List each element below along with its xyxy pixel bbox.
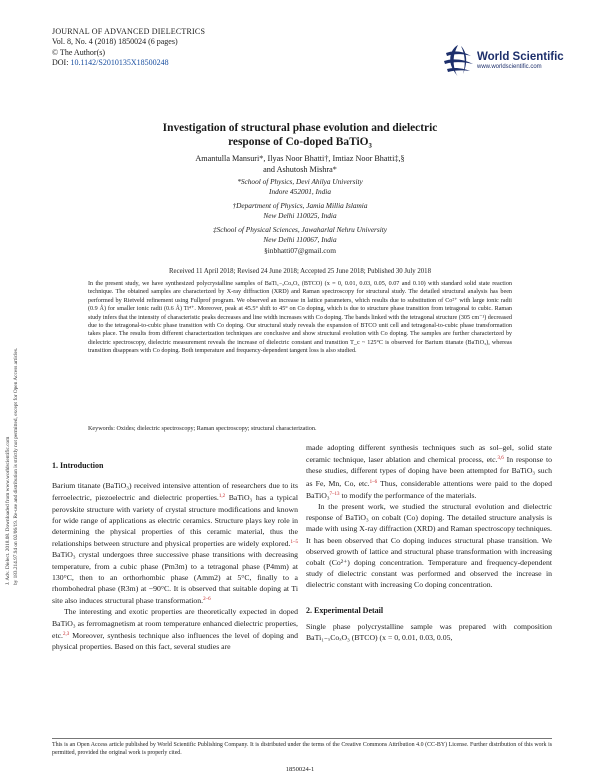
- publisher-tagline: www.worldscientific.com: [477, 64, 542, 70]
- keywords: Keywords: Oxides; dielectric spectroscopy; Raman spectroscopy; structural characterization.: [88, 426, 317, 432]
- globe-icon: [441, 43, 475, 79]
- affiliation-1-line-1: *School of Physics, Devi Ahilya University: [237, 177, 363, 186]
- citation-link[interactable]: 1,2: [218, 494, 226, 500]
- journal-volume: Vol. 8, No. 4 (2018) 1850024 (6 pages): [52, 37, 178, 47]
- affiliation-1-line-2: Indore 452001, India: [269, 187, 331, 196]
- citation-link[interactable]: 2–6: [203, 597, 211, 603]
- doi-label: DOI:: [52, 57, 69, 67]
- copyright: © The Author(s): [52, 47, 106, 57]
- doi-link[interactable]: 10.1142/S2010135X18500248: [70, 57, 169, 67]
- citation-link[interactable]: 7–13: [329, 491, 340, 497]
- authors-line-2: and Ashutosh Mishra*: [263, 165, 337, 174]
- body-left-column: [52, 460, 298, 652]
- citation-link[interactable]: 1–6: [369, 479, 378, 485]
- sidebar-line-2: by 183.214.97.94 on 02/06/19. Re-use and distribution is strictly not permitted, except for Open Access articles.: [13, 347, 19, 585]
- page-number: 1850024-1: [285, 766, 315, 773]
- sidebar-line-1: J. Adv. Dielect. 2018.08. Downloaded from www.worldscientific.com: [5, 436, 11, 585]
- publication-dates: Received 11 April 2018; Revised 24 June 2018; Accepted 25 June 2018; Published 30 July 2018: [169, 268, 431, 275]
- intro-paragraph-2: The interesting and exotic properties are theoretically expected in doped BaTiO₃ as ferromagnetism at room temperature enhanced dielectric properties, etc.$^{2,3}$ Moreover, synthesis technique also influences the level of doping and physical properties. Based on this fact, several studies are: [52, 607, 298, 652]
- publisher-logo: [441, 40, 564, 82]
- right-paragraph-1: made adopting different synthesis techniques such as sol–gel, solid state ceramic technique, laser ablation and chemical process, etc.$^{3,6}$ In response to these studies, different types of doping have been attempted for BaTiO₃ such as Fe, Mn, Co, etc.$^{1-6}$ Thus, considerable attentions were paid to the doped BaTiO₃$^{7-13}$ to modify the performance of the materials.: [306, 443, 552, 500]
- experimental-heading: 2. Experimental Detail: [306, 605, 384, 615]
- affiliation-3-line-1: ‡School of Physical Sciences, Jawaharlal Nehru University: [212, 225, 388, 234]
- intro-heading: 1. Introduction: [52, 461, 104, 470]
- intro-paragraph-1: Barium titanate (BaTiO₃) received intensive attention of researchers due to its ferroelectric, piezoelectric and dielectric properties.$^{1,2}$ BaTiO₃ has a typical perovskite structure with variety of crystal structure modifications and known for wide range of applications as electric ceramics. Structure plays key role in determining the physical properties of this ceramic material, thus the relationships between structure and physical properties are widely explored.$^{1-5}$ BaTiO₃ crystal undergoes three successive phase transitions with decreasing temperature, from a cubic phase (Pm3m) to a tetragonal phase (P4mm) at 130°C, then to an orthorhombic phase (Amm2) at 5°C, finally to a rhombohedral phase (R3m) at −90°C. It is observed that suitable doping at Ti site also induces structural phase transformation.$^{2-6}$: [52, 481, 298, 606]
- abstract: In the present study, we have synthesized polycrystalline samples of BaTi₁₋ₓCoₓO₃ (BTCO) (x = 0, 0.01, 0.03, 0.05, 0.07 and 0.10) with standard solid state reaction technique. The obtained samples are characterized by X-ray diffraction (XRD) and Raman spectroscopy for structural study. The detailed structural analysis has been performed by Rietveld refinement using Fullprof program. We observed an increase in lattice parameters, which results due to substitution of Co²⁺ with large ionic radii (0.9 Å) for smaller ionic radii (0.6 Å) Ti⁴⁺. Moreover, peak at 45.5° shift to 45° on Co doping, which is due to structure phase transition from tetragonal to cubic. Raman study infers that the intensity of characteristic peaks decreases and line width increases with Co doping. The bands linked with the tetragonal structure (305 cm⁻¹) decreased due to the tetragonal-to-cubic phase transition with Co doping. Our structural study reveals the expansion of BTCO unit cell and tetragonal-to-cubic phase transformation takes place. The results from different characterization techniques are conclusive and show structural evolution with Co doping. The samples are further characterized by dielectric spectroscopy, dielectric measurement reveals the increase of dielectric constant and transition T_c ~ 125°C is observed for Barium titanate (BaTiO₃), whereas transition disappears with Co doping. Both temperature and frequency-dependent tangent loss is also studied.: [88, 281, 512, 355]
- citation-link[interactable]: 2,3: [62, 631, 70, 637]
- right-paragraph-2: In the present work, we studied the structural evolution and dielectric response of BaTiO₃ on cobalt (Co) doping. The detailed structure analysis is made with using X-ray diffraction (XRD) and Raman spectroscopy techniques. It has been observed that Co doping induces structural phase transition. We observed growth of lattice and structural phase transformation with increasing cobalt (Co²⁺) doping concentration. Temperature and frequency-dependent study of dielectric constant was performed and observed the increase in dielectric constant with increasing Co doping concentration.: [306, 502, 552, 590]
- open-access-footnote: This is an Open Access article published by World Scientific Publishing Company. It is distributed under the terms of the Creative Commons Attribution 4.0 (CC-BY) License. Further distribution of this work is permitted, provided the original work is properly cited.: [52, 742, 552, 756]
- affiliation-2-line-1: †Department of Physics, Jamia Millia Islamia: [232, 201, 368, 210]
- affiliation-3-line-2: New Delhi 110067, India: [263, 235, 337, 244]
- footnote-divider: [52, 738, 552, 739]
- journal-name: JOURNAL OF ADVANCED DIELECTRICS: [52, 27, 206, 36]
- authors-line-1: Amantulla Mansuri*, Ilyas Noor Bhatti†, Imtiaz Noor Bhatti‡,§: [195, 154, 405, 163]
- journal-header: [52, 27, 205, 68]
- body-right-column: [306, 442, 552, 643]
- title-line-1: Investigation of structural phase evolution and dielectric: [162, 122, 438, 134]
- publisher-name: World Scientific: [477, 51, 564, 63]
- affiliation-2-line-2: New Delhi 110025, India: [263, 211, 337, 220]
- title-line-2: response of Co-doped BaTiO₃: [228, 135, 372, 148]
- download-sidebar: [0, 225, 28, 585]
- article-title: [60, 122, 540, 149]
- citation-link[interactable]: 3,6: [497, 456, 504, 462]
- author-email[interactable]: §inbhatti07@gmail.com: [264, 246, 336, 255]
- doi-line: [52, 58, 205, 68]
- experimental-paragraph-1: Single phase polycrystalline sample was prepared with composition BaTi₁₋ₓCoₓO₃ (BTCO) (x = 0, 0.01, 0.03, 0.05,: [306, 621, 552, 643]
- citation-link[interactable]: 1–5: [290, 540, 298, 546]
